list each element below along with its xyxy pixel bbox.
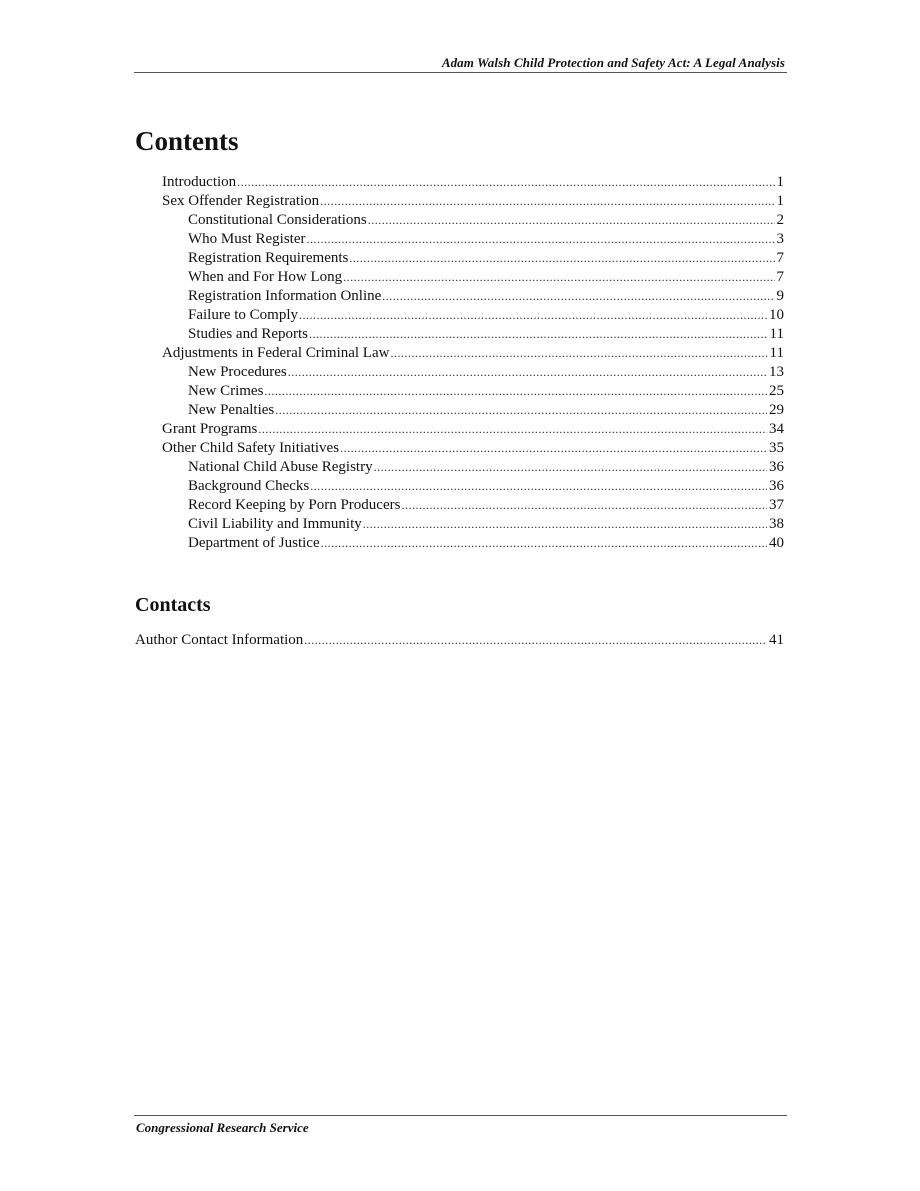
toc-entry-label: National Child Abuse Registry (188, 459, 373, 475)
toc-entry-page-number: 38 (769, 516, 784, 532)
footer-publisher: Congressional Research Service (136, 1120, 309, 1135)
toc-entry-label: New Crimes (188, 383, 264, 399)
toc-entry[interactable] (135, 515, 784, 534)
dot-leader (320, 192, 774, 211)
toc-entry-page-number: 10 (769, 307, 784, 323)
toc-entry[interactable] (135, 631, 784, 650)
dot-leader (275, 401, 767, 420)
toc-entry-page-number: 7 (776, 250, 784, 266)
toc-entry-page-number: 34 (769, 421, 784, 437)
toc-entry-page-number: 2 (776, 212, 784, 228)
toc-entry-label: Constitutional Considerations (188, 212, 367, 228)
toc-entry[interactable] (135, 458, 784, 477)
toc-entry[interactable] (135, 477, 784, 496)
toc-entry-label: Grant Programs (162, 421, 258, 437)
contents-list (135, 173, 784, 553)
toc-entry-page-number: 3 (776, 231, 784, 247)
toc-entry-page-number: 29 (769, 402, 784, 418)
toc-entry-page-number: 41 (769, 632, 784, 648)
toc-entry-label: Failure to Comply (188, 307, 298, 323)
toc-entry[interactable] (135, 230, 784, 249)
toc-entry[interactable] (135, 249, 784, 268)
toc-entry-label: Studies and Reports (188, 326, 308, 342)
dot-leader (343, 268, 774, 287)
dot-leader (258, 420, 767, 439)
running-header-title: Adam Walsh Child Protection and Safety Act: A Legal Analysis (441, 55, 785, 70)
toc-entry-label: Adjustments in Federal Criminal Law (162, 345, 390, 361)
toc-entry-label: New Procedures (188, 364, 287, 380)
header-divider (134, 72, 787, 73)
toc-entry-page-number: 11 (769, 326, 784, 342)
toc-entry[interactable] (135, 173, 784, 192)
toc-entry-page-number: 13 (769, 364, 784, 380)
toc-entry-page-number: 1 (776, 193, 784, 209)
toc-entry[interactable] (135, 420, 784, 439)
dot-leader (368, 211, 775, 230)
toc-entry-label: Author Contact Information (135, 632, 304, 648)
toc-entry-label: When and For How Long (188, 269, 343, 285)
toc-entry-page-number: 40 (769, 535, 784, 551)
toc-entry-label: Who Must Register (188, 231, 306, 247)
dot-leader (321, 534, 767, 553)
toc-entry-label: Introduction (162, 174, 237, 190)
toc-entry-label: Other Child Safety Initiatives (162, 440, 340, 456)
toc-entry[interactable] (135, 344, 784, 363)
dot-leader (288, 363, 767, 382)
toc-entry-label: Department of Justice (188, 535, 320, 551)
toc-entry[interactable] (135, 382, 784, 401)
toc-entry[interactable] (135, 306, 784, 325)
toc-entry-page-number: 9 (776, 288, 784, 304)
dot-leader (299, 306, 767, 325)
toc-entry[interactable] (135, 439, 784, 458)
dot-leader (349, 249, 774, 268)
toc-entry[interactable] (135, 363, 784, 382)
dot-leader (307, 230, 775, 249)
toc-entry[interactable] (135, 534, 784, 553)
contacts-list (135, 631, 784, 650)
toc-entry-page-number: 37 (769, 497, 784, 513)
dot-leader (237, 173, 774, 192)
toc-entry[interactable] (135, 325, 784, 344)
toc-entry[interactable] (135, 192, 784, 211)
dot-leader (390, 344, 767, 363)
contents-heading: Contents (135, 126, 239, 156)
contacts-heading: Contacts (135, 594, 211, 616)
dot-leader (264, 382, 767, 401)
dot-leader (382, 287, 774, 306)
toc-entry[interactable] (135, 268, 784, 287)
toc-entry-page-number: 36 (769, 478, 784, 494)
toc-entry-page-number: 36 (769, 459, 784, 475)
toc-entry-label: Registration Requirements (188, 250, 349, 266)
dot-leader (309, 325, 768, 344)
toc-entry[interactable] (135, 287, 784, 306)
toc-entry-label: Record Keeping by Porn Producers (188, 497, 401, 513)
toc-entry-page-number: 25 (769, 383, 784, 399)
dot-leader (363, 515, 767, 534)
toc-entry-label: Sex Offender Registration (162, 193, 320, 209)
dot-leader (401, 496, 767, 515)
dot-leader (374, 458, 767, 477)
toc-entry-page-number: 11 (769, 345, 784, 361)
toc-entry-label: Civil Liability and Immunity (188, 516, 362, 532)
toc-entry[interactable] (135, 211, 784, 230)
dot-leader (304, 631, 767, 650)
dot-leader (340, 439, 767, 458)
toc-entry-label: Registration Information Online (188, 288, 382, 304)
footer-divider (134, 1115, 787, 1116)
toc-entry-label: New Penalties (188, 402, 275, 418)
toc-entry-page-number: 1 (776, 174, 784, 190)
toc-entry[interactable] (135, 496, 784, 515)
toc-entry-page-number: 35 (769, 440, 784, 456)
dot-leader (310, 477, 767, 496)
toc-entry-label: Background Checks (188, 478, 310, 494)
toc-entry-page-number: 7 (776, 269, 784, 285)
toc-entry[interactable] (135, 401, 784, 420)
